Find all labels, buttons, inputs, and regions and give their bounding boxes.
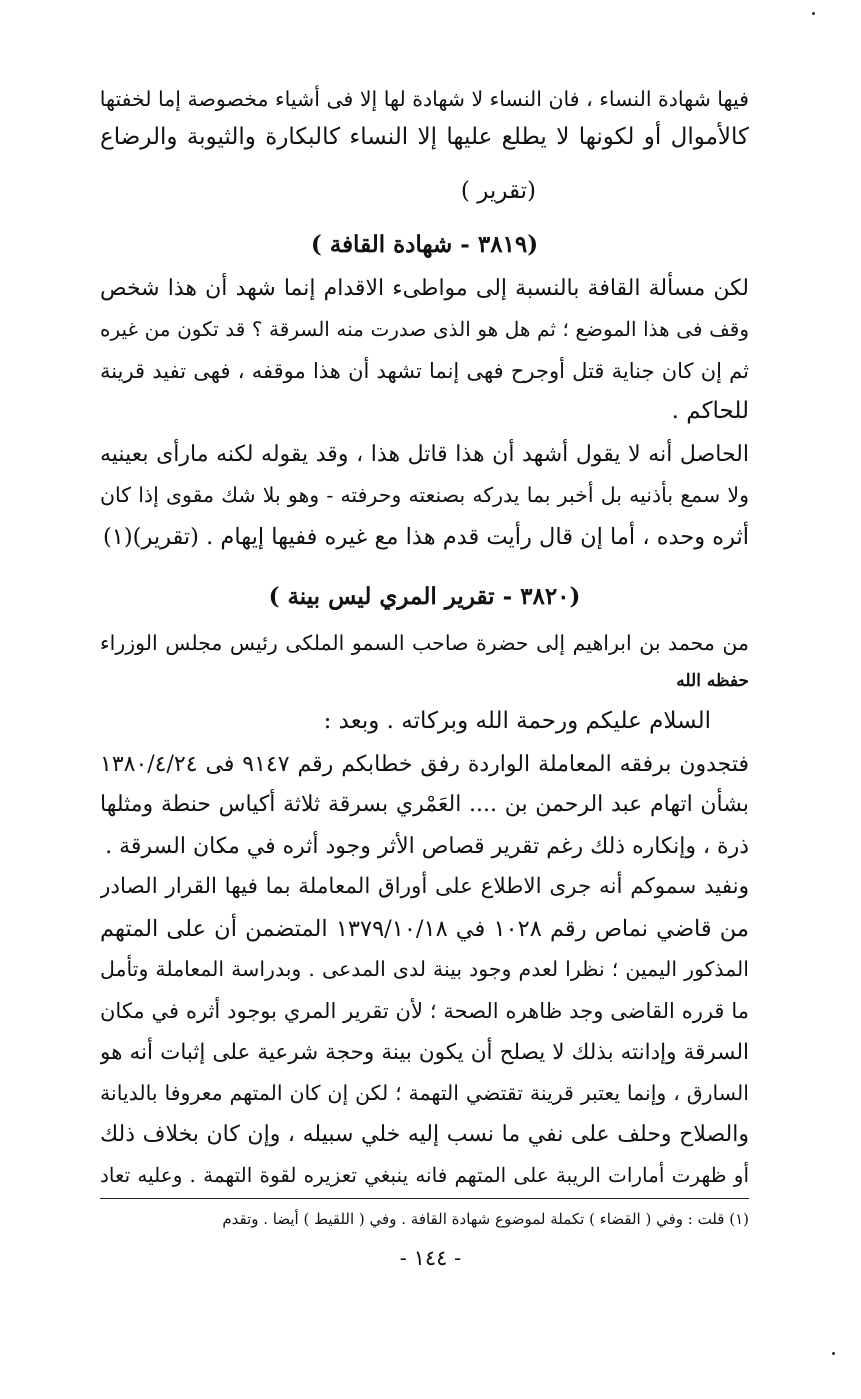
greeting-line: السلام عليكم ورحمة الله وبركاته . وبعد :	[323, 708, 711, 734]
salutation-line: حفظه الله	[676, 671, 749, 691]
text-line: والصلاح وحلف على نفي ما نسب إليه خلي سبيله ، وإن كان بخلاف ذلك	[100, 1122, 749, 1147]
text-line: من قاضي نماص رقم ١٠٢٨ في ١٣٧٩/١٠/١٨ المتضمن أن على المتهم	[100, 916, 749, 942]
page-number: - ١٤٤ -	[399, 1246, 462, 1270]
text-line: أو ظهرت أمارات الريبة على المتهم فانه ينبغي تعزيره لقوة التهمة . وعليه تعاد	[100, 1163, 749, 1187]
citation: (تقرير )	[460, 178, 536, 204]
text-line: فيها شهادة النساء ، فان النساء لا شهادة لها إلا فى أشياء مخصوصة إما لخفتها	[100, 87, 749, 111]
text-line: السرقة وإدانته بذلك لا يصلح أن يكون بينة وحجة شرعية على إثبات أنه هو	[100, 1040, 749, 1065]
section-heading: (٣٨١٩ - شهادة القافة )	[310, 231, 539, 258]
text-line: السارق ، وإنما يعتبر قرينة تقتضي التهمة ؛ لكن إن كان المتهم معروفا بالديانة	[100, 1081, 749, 1105]
text-line: للحاكم .	[671, 398, 749, 424]
text-line: فتجدون برفقه المعاملة الواردة رفق خطابكم رقم ٩١٤٧ فى ١٣٨٠/٤/٢٤	[100, 752, 749, 777]
text-line: ثم إن كان جناية قتل أوجرح فهى إنما تشهد أن هذا موقفه ، فهى تفيد قرينة	[100, 359, 749, 383]
text-line: المذكور اليمين ؛ نظرا لعدم وجود بينة لدى المدعى . وبدراسة المعاملة وتأمل	[100, 957, 749, 981]
section-heading: (٣٨٢٠ - تقرير المري ليس بينة )	[268, 583, 581, 610]
text-line: لكن مسألة القافة بالنسبة إلى مواطىء الاقدام إنما شهد أن هذا شخص	[100, 276, 749, 301]
text-line: ما قرره القاضى وجد ظاهره الصحة ؛ لأن تقرير المري بوجود أثره في مكان	[100, 999, 749, 1023]
text-line: الحاصل أنه لا يقول أشهد أن هذا قاتل هذا ، وقد يقوله لكنه مارأى بعينيه	[100, 442, 749, 467]
footnote-divider	[100, 1198, 749, 1199]
scan-speck	[812, 12, 815, 15]
text-line: بشأن اتهام عبد الرحمن بن .... العَمْري بسرقة ثلاثة أكياس حنطة ومثلها	[100, 792, 749, 817]
text-line: ذرة ، وإنكاره ذلك رغم تقرير قصاص الأثر وجود أثره في مكان السرقة .	[105, 834, 749, 859]
text-line: ونفيد سموكم أنه جرى الاطلاع على أوراق المعاملة بما فيها القرار الصادر	[100, 874, 749, 899]
text-line: من محمد بن ابراهيم إلى حضرة صاحب السمو الملكى رئيس مجلس الوزراء	[100, 631, 749, 655]
text-line: كالأموال أو لكونها لا يطلع عليها إلا النساء كالبكارة والثيوبة والرضاع	[100, 124, 749, 150]
text-line: أثره وحده ، أما إن قال رأيت قدم هذا مع غيره ففيها إيهام . (تقرير)(١)	[103, 524, 749, 550]
text-line: وقف فى هذا الموضع ؛ ثم هل هو الذى صدرت منه السرقة ؟ قد تكون من غيره	[100, 317, 749, 341]
text-line: ولا سمع بأذنيه بل أخبر بما يدركه بصنعته وحرفته - وهو بلا شك مقوى إذا كان	[100, 483, 749, 507]
scan-speck	[832, 1352, 835, 1355]
footnote: (١) قلت : وفي ( القضاء ) تكملة لموضوع شهادة القافة . وفي ( اللقيط ) أيضا . وتقدم	[222, 1210, 749, 1228]
